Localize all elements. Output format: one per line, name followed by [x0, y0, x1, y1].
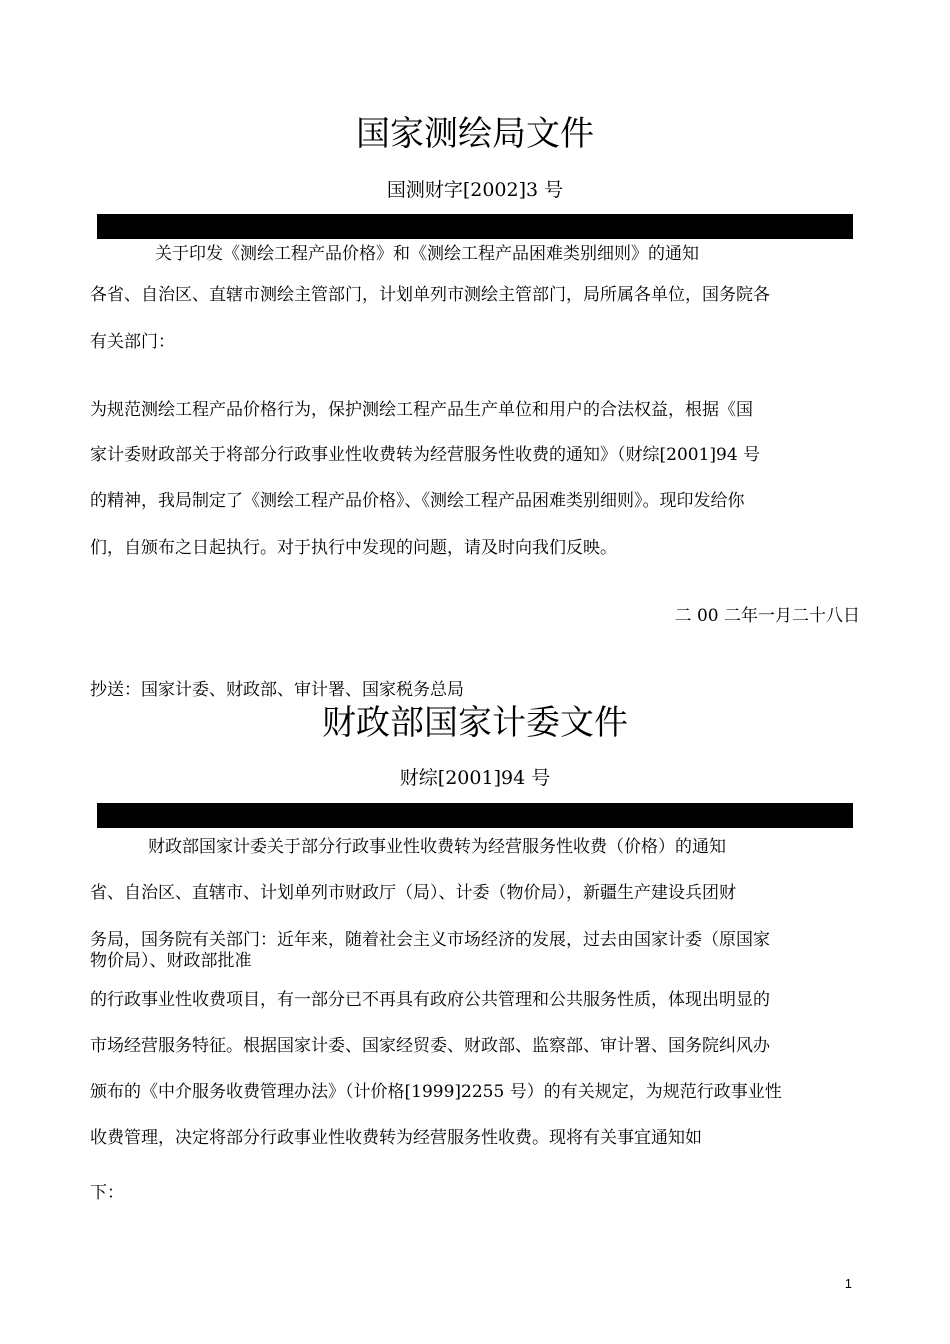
doc2-line2: 务局，国务院有关部门：近年来，随着社会主义市场经济的发展，过去由国家计委（原国家 [90, 930, 770, 950]
doc1-date: 二 00 二年一月二十八日 [674, 606, 860, 626]
doc1-addressee-line1: 各省、自治区、直辖市测绘主管部门，计划单列市测绘主管部门，局所属各单位，国务院各 [90, 285, 770, 305]
doc2-line3: 物价局）、财政部批准 [90, 951, 252, 971]
doc1-body-line4: 们，自颁布之日起执行。对于执行中发现的问题，请及时向我们反映。 [90, 538, 617, 558]
doc1-header-bar [97, 214, 853, 239]
doc2-number: 财综[2001]94 号 [399, 767, 551, 789]
doc2-header-bar [97, 803, 853, 828]
doc2-line8: 下： [90, 1183, 124, 1203]
doc2-title: 财政部国家计委文件 [322, 703, 628, 743]
doc2-line5: 市场经营服务特征。根据国家计委、国家经贸委、财政部、监察部、审计署、国务院纠风办 [90, 1036, 770, 1056]
page-number: 1 [844, 1276, 852, 1291]
doc1-addressee-line2: 有关部门： [90, 332, 175, 352]
doc2-line1: 省、自治区、直辖市、计划单列市财政厅（局）、计委（物价局），新疆生产建设兵团财 [90, 883, 736, 903]
doc1-cc: 抄送：国家计委、财政部、审计署、国家税务总局 [90, 680, 464, 700]
doc2-subject: 财政部国家计委关于部分行政事业性收费转为经营服务性收费（价格）的通知 [148, 837, 726, 857]
doc1-number: 国测财字[2002]3 号 [386, 179, 564, 201]
doc2-line4: 的行政事业性收费项目，有一部分已不再具有政府公共管理和公共服务性质，体现出明显的 [90, 990, 770, 1010]
doc2-line6: 颁布的《中介服务收费管理办法》（计价格[1999]2255 号）的有关规定，为规范行政事业性 [90, 1082, 782, 1102]
doc2-line7: 收费管理，决定将部分行政事业性收费转为经营服务性收费。现将有关事宜通知如 [90, 1128, 702, 1148]
doc1-body-line1: 为规范测绘工程产品价格行为，保护测绘工程产品生产单位和用户的合法权益，根据《国 [90, 400, 753, 420]
doc1-body-line2: 家计委财政部关于将部分行政事业性收费转为经营服务性收费的通知》（财综[2001]94 号 [90, 445, 761, 465]
doc1-body-line3: 的精神，我局制定了《测绘工程产品价格》、《测绘工程产品困难类别细则》。现印发给你 [90, 491, 745, 511]
doc1-subject: 关于印发《测绘工程产品价格》和《测绘工程产品困难类别细则》的通知 [155, 244, 699, 264]
doc1-title: 国家测绘局文件 [356, 114, 594, 154]
